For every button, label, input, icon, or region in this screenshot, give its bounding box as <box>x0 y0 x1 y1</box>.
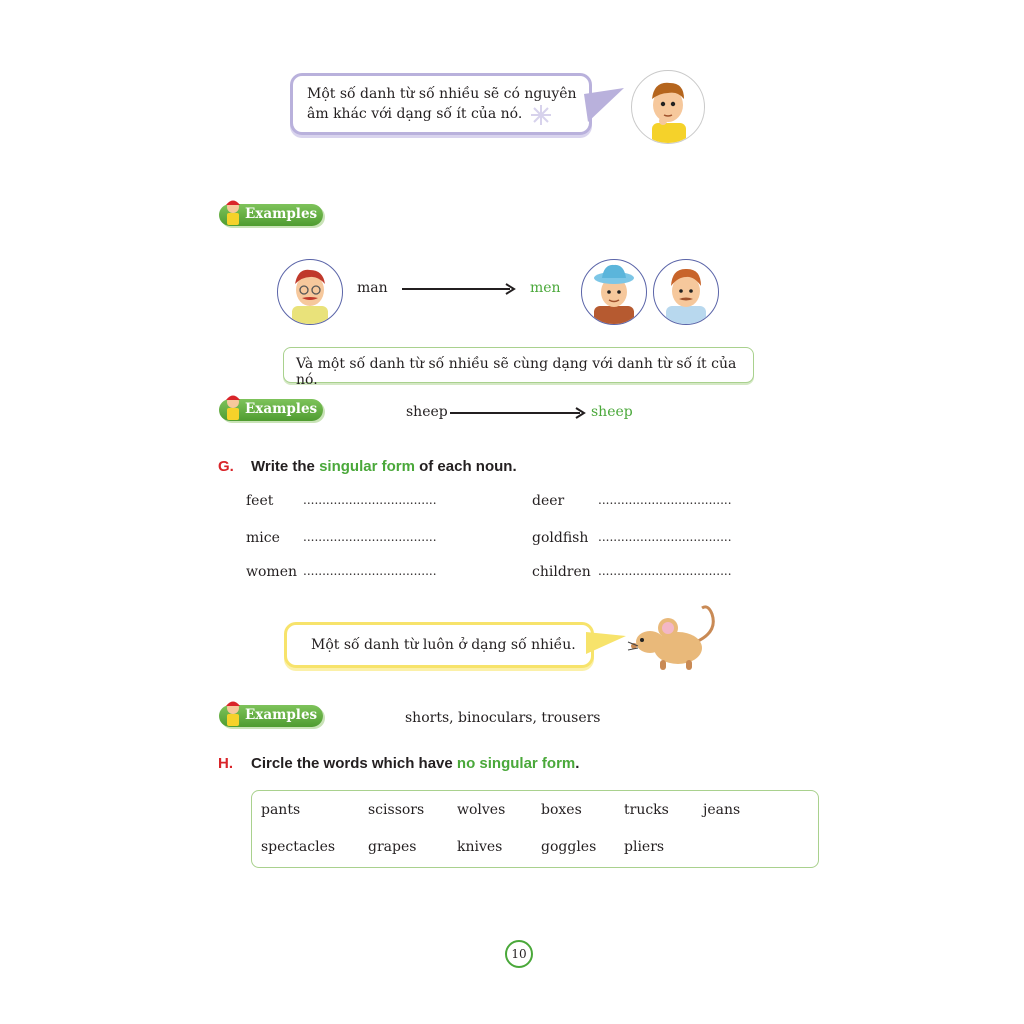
example2-plural: sheep <box>591 404 633 420</box>
noun-word: mice <box>246 530 280 546</box>
section-h-title-before: Circle the words which have <box>251 755 453 772</box>
kid-mascot-icon <box>223 699 243 729</box>
example1-singular: man <box>357 280 388 296</box>
word-option[interactable]: pants <box>261 802 301 818</box>
mouse-icon <box>626 602 722 674</box>
examples-label: Examples <box>245 401 318 417</box>
examples-label: Examples <box>245 707 318 723</box>
answer-blank[interactable]: ................................... <box>303 493 437 507</box>
tip-bubble-always-plural <box>284 622 594 668</box>
section-g-title <box>251 458 517 475</box>
answer-blank[interactable]: ................................... <box>598 493 732 507</box>
section-h-title <box>251 755 579 772</box>
word-option[interactable]: goggles <box>541 839 597 855</box>
examples-badge <box>219 204 323 226</box>
word-option[interactable]: jeans <box>703 802 741 818</box>
kid-mascot-icon <box>223 198 243 228</box>
section-g-number: G. <box>218 458 234 475</box>
arrow-right-icon <box>402 282 520 296</box>
note-same-form <box>283 347 754 388</box>
word-option[interactable]: grapes <box>368 839 417 855</box>
bubble-tail <box>584 86 626 126</box>
answer-blank[interactable]: ................................... <box>303 530 437 544</box>
word-option[interactable]: wolves <box>457 802 506 818</box>
bubble-tail <box>586 628 628 658</box>
note-text: Và một số danh từ số nhiều sẽ cùng dạng với danh từ số ít của nó. <box>296 356 737 388</box>
section-g-title-highlight: singular form <box>319 458 415 475</box>
example1-plural: men <box>530 280 561 296</box>
tip-text: Một số danh từ luôn ở dạng số nhiều. <box>311 637 576 653</box>
noun-word: goldfish <box>532 530 589 546</box>
page-number: 10 <box>505 940 533 968</box>
grandpa-icon <box>277 259 343 325</box>
noun-word: feet <box>246 493 274 509</box>
man-mustache-icon <box>653 259 719 325</box>
examples-badge <box>219 705 323 727</box>
examples-badge <box>219 399 323 421</box>
answer-blank[interactable]: ................................... <box>303 564 437 578</box>
word-option[interactable]: spectacles <box>261 839 336 855</box>
examples-label: Examples <box>245 206 318 222</box>
section-h-number: H. <box>218 755 233 772</box>
arrow-right-icon <box>450 406 590 420</box>
answer-blank[interactable]: ................................... <box>598 530 732 544</box>
section-h-title-highlight: no singular form <box>456 755 576 772</box>
section-g-title-after: of each noun. <box>419 458 517 475</box>
noun-word: deer <box>532 493 565 509</box>
word-option[interactable]: pliers <box>624 839 665 855</box>
example3-words: shorts, binoculars, trousers <box>405 710 601 726</box>
word-option[interactable]: scissors <box>368 802 425 818</box>
example2-singular: sheep <box>406 404 448 420</box>
word-option[interactable]: trucks <box>624 802 669 818</box>
section-h-title-after: . <box>575 755 580 772</box>
man-hat-icon <box>581 259 647 325</box>
sparkle-icon <box>530 104 552 126</box>
noun-word: women <box>246 564 297 580</box>
section-g-title-before: Write the <box>251 458 315 475</box>
boy-thinking-icon <box>631 70 705 144</box>
tip-text: Một số danh từ số nhiều sẽ có nguyên âm khác với dạng số ít của nó. <box>307 86 577 122</box>
word-option[interactable]: knives <box>457 839 503 855</box>
answer-blank[interactable]: ................................... <box>598 564 732 578</box>
noun-word: children <box>532 564 591 580</box>
kid-mascot-icon <box>223 393 243 423</box>
word-option[interactable]: boxes <box>541 802 582 818</box>
